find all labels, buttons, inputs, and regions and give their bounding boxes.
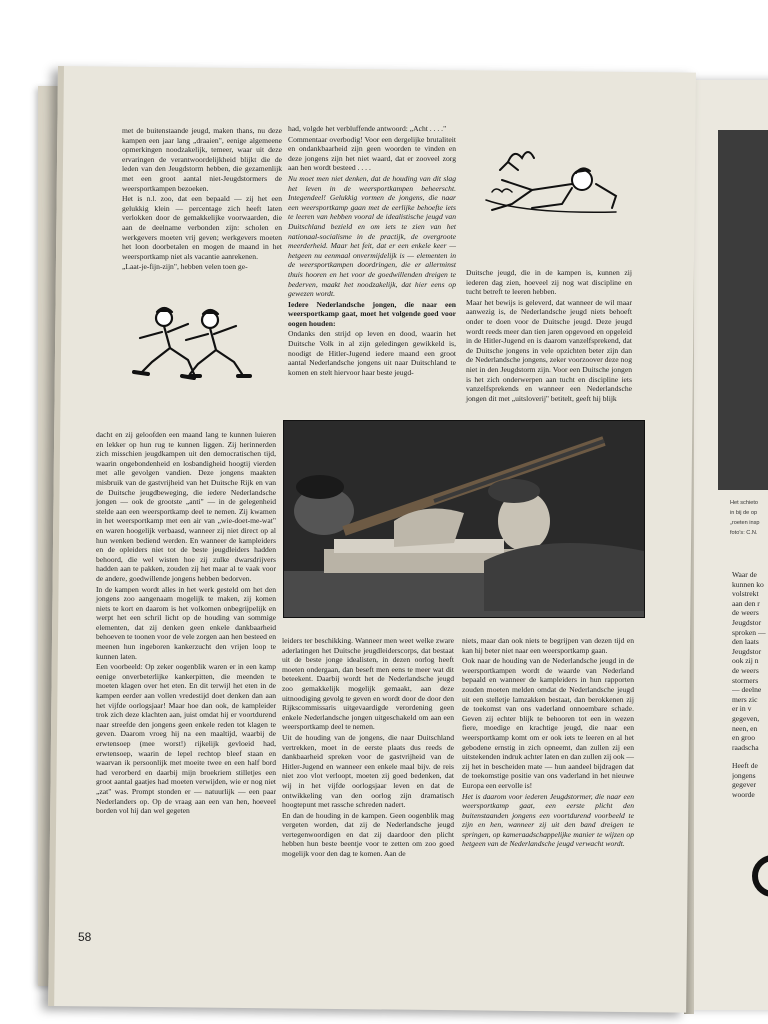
text-line: de weers xyxy=(732,665,759,675)
page-number: 58 xyxy=(78,930,92,944)
bold-callout: Iedere Nederlandsche jongen, die naar een weersportkamp gaat, moet het volgende goed voor oogen houden: xyxy=(288,299,456,328)
paragraph: En dan de houding in de kampen. Geen oogenblik mag vergeten worden, dat zij de Nederlandsche jeugd vertegenwoordigen en dat zij daardoor den plicht hebben hun beste beentje voor te zetten om zoo goed mogelijk voor den dag te komen. Aan de xyxy=(282,810,454,859)
right-page-text xyxy=(732,570,768,800)
text-line: Waar de xyxy=(732,570,757,579)
caption-line: Het schieto xyxy=(730,500,758,506)
paragraph: leiders ter beschikking. Wanneer men weet welke zware aderlatingen het Duitsche jeugdleiderscorps, dat bestaat uit de beste jonge idealisten, in dezen oorlog heeft moeten ondergaan, dan beseft men eens te meer wat dit beteekent. Daarbij wordt het de Nederlandsche jeugd zoo gemakkelijk mogelijk gemaakt, aan deze uitnoodiging gevolg te geven en wordt door de door den Rijkscommissaris uitgevaardigde verordening geen enkele Nederlandsche jongen uitgeschakeld om aan een weersportkamp deel te nemen. xyxy=(282,636,454,732)
text-line: jongens xyxy=(732,770,756,780)
resting-boy-illustration xyxy=(478,140,628,220)
text-line: ook zij n xyxy=(732,656,759,666)
text-line: aan den r xyxy=(732,598,760,608)
text-line: woorde xyxy=(732,790,755,800)
paragraph: dacht en zij geloofden een maand lang te kunnen luieren en lekker op hun rug te kunnen liggen. Zij herinnerden zich misschien jeugdkampen uit den democratischen tijd, waarin ongebondenheid en losbandigheid hoogtij vierden met alle gevolgen vandien. Deze jongens maakten misbruik van de gastvrijheid van het Duitsche Rijk en van de Duitsche jeugdbeweging, die iedere Nederlandsche jongen — ook de grootste „anti" — in de gelegenheid stelde aan een weersportkamp deel te nemen. Zij kwamen in het weersportkamp met een air van „wie-doet-me-wat" en waren hoogelijk verbaasd, wanneer zij niet direct op al hun wenken bediend werden. En wanneer de kampleiders en de opleiders niet tot de beste jeugdleiders hadden behoord, die wel wisten hoe zij zulke dwarsdrijvers hadden aan te pakken, zouden zij het maar al te vaak voor de andere, goedwillende jongens hebben bedorven. xyxy=(96,430,276,583)
text-line: er in v xyxy=(732,704,752,714)
text-line: mers zic xyxy=(732,694,758,704)
text-line: stormers xyxy=(732,675,759,685)
paragraph: met de buitenstaande jeugd, maken thans, nu deze kampen een jaar lang „draaien", eenige algemeene opmerkingen noodzakelijk, temeer, waar uit deze ervaringen de verantwoordelijkheid blijkt die de leden van den Jeugdstorm hebben, die gezamenlijk met een groot aantal niet-Jeugdstormers de weersportkampen bezoeken. xyxy=(122,126,282,193)
italic-paragraph: Het is daarom voor iederen Jeugdstormer, die naar een weersportkamp gaat, een eerste plicht den buitenstaanden jongens een voortdurend voorbeeld te zijn en hen, wanneer zij uit den band dreigen te springen, op kameraadschappelijke manier te wijzen op hetgeen van de Nederlandsche jeugd verwacht wordt. xyxy=(462,791,634,849)
photo-scene xyxy=(284,421,644,617)
caption-line: in bij de op xyxy=(730,510,758,516)
text-line: en groo xyxy=(732,733,755,743)
text-line: de weers xyxy=(732,608,759,618)
caption-line: „roeten insp xyxy=(730,520,760,526)
text-line: volstrekt xyxy=(732,589,759,599)
text-line: gegeven, xyxy=(732,713,760,723)
paragraph: Uit de houding van de jongens, die naar Duitschland vertrekken, moet in de eerste plaats dus reeds de dankbaarheid spreken voor de gastvrijheid van de Hitler-Jugend en wanneer een enkele maal bijv. de reis niet zoo vlot verloopt, moeten zij goed bedenken, dat wij in het vijfde oorlogsjaar leven en dat de ontwikkeling van den oorlog zijn dramatisch hoogtepunt met rassche schreden nadert. xyxy=(282,732,454,810)
text-line: raadscha xyxy=(732,742,759,752)
right-page-photo xyxy=(718,130,768,490)
paragraph: niets, maar dan ook niets te begrijpen van dezen tijd en kan hij beter niet naar een weersportkamp gaan. xyxy=(462,636,634,655)
text-line: neen, en xyxy=(732,723,758,733)
right-page-caption xyxy=(730,498,768,538)
text-line: den laats xyxy=(732,637,759,647)
column-1-top xyxy=(122,126,282,273)
text-line: kunnen ko xyxy=(732,579,764,589)
rifle-shooting-photo xyxy=(283,420,645,618)
paragraph: In de kampen wordt alles in het werk gesteld om het den jongens zoo aangenaam mogelijk te maken, zij komen niets te kort en daarom is het volkomen onbegrijpelijk en werpt het een schril licht op de houding van sommige elementen, dat zij denken geen enkele dankbaarheid behoeven te toonen voor de vele zorgen aan hen besteed en meenen hun ingeboren kankerzucht den vrijen loop te kunnen laten. xyxy=(96,584,276,661)
column-2-top xyxy=(288,124,456,378)
text-line: Jeugdstor xyxy=(732,617,762,627)
paragraph: had, volgde het verbluffende antwoord: „Acht . . . ." xyxy=(288,124,447,133)
text-line: gegever xyxy=(732,780,757,790)
paragraph: Het is n.l. zoo, dat een bepaald — zij het een gelukkig klein — percentage zich heeft laten verlokken door de gemakkelijke voorwaarden, die aan de deelname verbonden zijn: scholen en werkgevers moeten vrij geven; werkgevers moeten het loon doorbetalen en mogen de maand in het weersportkamp niet als vacantie aanrekenen. xyxy=(122,194,282,261)
paragraph: Commentaar overbodig! Voor een dergelijke brutaliteit en ondankbaarheid zijn geen woorden te vinden en deze jongens zijn het niet waard, dat er zooveel zorg aan hen wordt besteed . . . . xyxy=(288,134,456,173)
paragraph: Een voorbeeld: Op zeker oogenblik waren er in een kamp eenige onverbeterlijke kankerpitten, die meenden te moeten klagen over het eten. En dit terwijl het eten in de kampen eerder aan vollen vredestijd doet denken dan aan het vijfde oorlogsjaar! Maar hoe dan ook, de kampleider trok zich deze klachten aan, juist omdat hij er voortdurend naar streefde den jongens geen enkele reden tot klagen te geven. Daarom vroeg hij na een maaltijd, waarbij de erwtensoep (mee worst!) rijkelijk gevloeid had, erwtensoep, waarin de lepel rechtop bleef staan en waarvan ik persoonlijk met moeite twee en een half bord had verorberd en daarbij mijn broekriem stilletjes een groot aantal gaatjes had moeten verwijden, wie er nog niet „zat" was. Prompt stonden er — natuurlijk — een paar Nederlanders op. Op de vraag aan een van hen, hoeveel borden vol hij dan wel gegeten xyxy=(96,662,276,816)
column-3-bottom xyxy=(462,636,634,850)
text-line: — deelne xyxy=(732,685,762,695)
column-1-bottom xyxy=(96,430,276,817)
italic-paragraph: Nu moet men niet denken, dat de houding van dit slag het leven in de weersportkampen beheerscht. Integendeel! Gelukkig vormen de jongens, die naar een weersportkamp gaan met de eerlijke behoefte iets te leeren van hebben vooral de idealistische jeugd van Duitschland bezield en om iets te zien van het nationaal-socialisme in de practijk, de overgroote meerderheid. Maar het feit, dat er een enkele keer —hetgeen nu eenmaal onvermijdelijk is — elementen in de weersportkampen doordringen, die er allerminst thuis hooren en het voor de goedwillenden dreigen te bederven, maakt het noodzakelijk, dat hier eens op gewezen wordt. xyxy=(288,173,456,299)
paragraph: Ondanks den strijd op leven en dood, waarin het Duitsche Volk in al zijn geledingen gewikkeld is, noodigt de Hitler-Jugend iedere maand een groot aantal Nederlandsche jongens uit naar Duitschland te komen en stelt hiervoor haar beste jeugd- xyxy=(288,329,456,377)
paragraph: „Laat-je-fijn-zijn", hebben velen toen ge- xyxy=(122,262,248,272)
paragraph: Ook naar de houding van de Nederlandsche jeugd in de weersportkampen wordt de waarde van Nederland bepaald en wanneer de kampleiders in hun rapporten zouden moeten melden omdat de Nederlandsche jeugd uit een stelletje lamzakken bestaat, dan berokkenen zij de toekomst van ons vaderland onnoembare schade. Geven zij echter blijk te behooren tot een in wezen fiere, moedige en krachtige jeugd, die naar een weersportkamp komt om er ook iets te leeren en al het gebodene ernstig in zich opneemt, dan zullen zij een uitstekenden indruk achter laten en dan zullen zij ook — zij het in bescheiden mate — hun aandeel bijdragen dat de toekomstige positie van ons vaderland in het nieuwe Europa een eervolle is! xyxy=(462,656,634,790)
column-2-bottom xyxy=(282,636,454,860)
marching-boys-illustration xyxy=(124,300,264,386)
text-line: Jeugdstor xyxy=(732,646,762,656)
column-3-top xyxy=(466,268,632,404)
paragraph: Maar het bewijs is geleverd, dat wanneer de wil maar aanwezig is, de Nederlandsche jeugd niets behoeft onder te doen voor de Duitsche jeugd. Deze jeugd wordt reeds meer dan tien jaren opgevoed en opgeleid in de Hitler-Jugend en is daarom vanzelfsprekend, dat de Duitsche jongens in vele opzichten beter zijn dan de Nederlandsche jongens, zeker voorzoover deze nog niet in den Jeugdstorm zijn. Voor een Duitsche jongen is het zich onderwerpen aan tucht en discipline iets vanzelfsprekends en wanneer een Nederlandsche jongen dit met „uitsloverij" betitelt, geeft hij blijk xyxy=(466,297,632,403)
text-line: sproken — xyxy=(732,627,766,637)
paragraph: Duitsche jeugd, die in de kampen is, kunnen zij iederen dag zien, hoeveel zij nog wat discipline en tucht betreft te leeren hebben. xyxy=(466,268,632,297)
text-line: Heeft de xyxy=(732,761,758,771)
caption-line: foto's: C.N. xyxy=(730,530,758,536)
